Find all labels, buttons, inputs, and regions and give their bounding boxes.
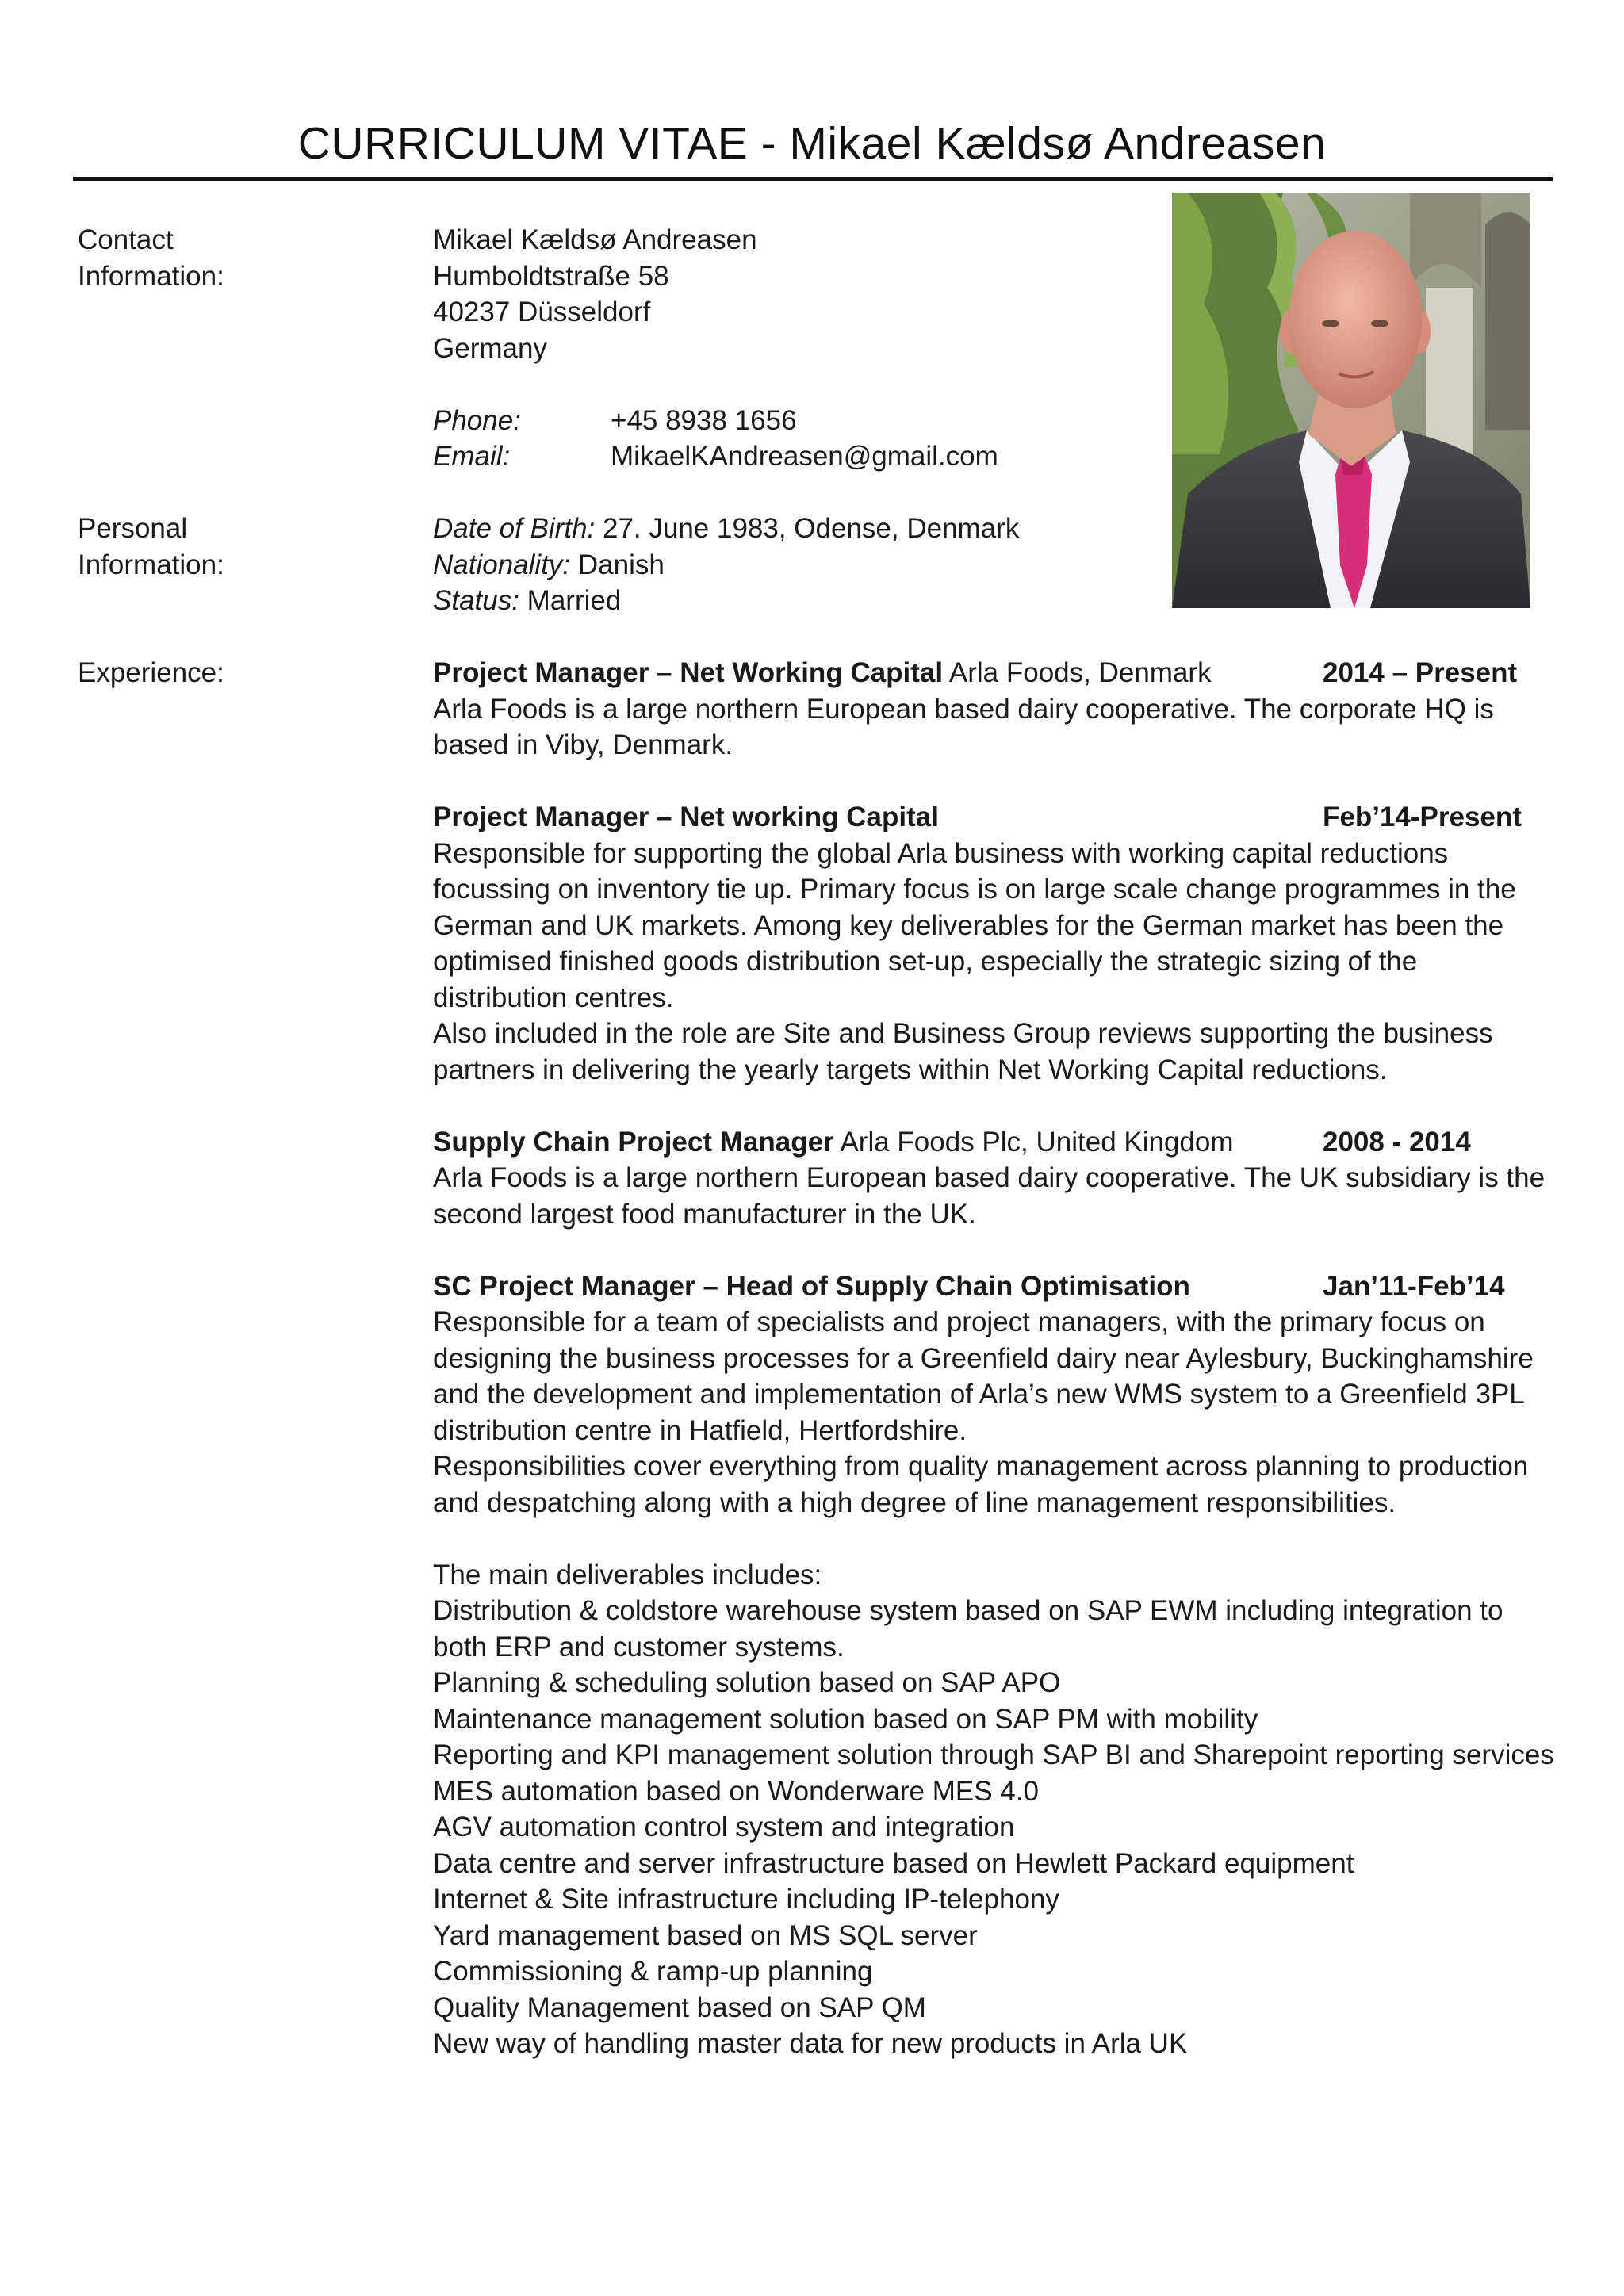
job1-title: Project Manager – Net Working Capital	[433, 657, 944, 688]
deliverable-item: Quality Management based on SAP QM	[433, 1992, 926, 2023]
role2-title: SC Project Manager – Head of Supply Chain Optimisation	[433, 1270, 1190, 1302]
status-label: Status:	[433, 585, 519, 616]
spacer	[433, 366, 998, 403]
role1-header	[433, 799, 1554, 836]
job1-date: 2014 – Present	[1323, 657, 1518, 688]
job2-desc-line: second largest food manufacturer in the UK.	[433, 1198, 976, 1230]
role2-desc-line: Responsible for a team of specialists and project managers, with the primary focus on	[433, 1307, 1485, 1337]
role2-header	[433, 1269, 1554, 1305]
role1-desc-line: optimised finished goods distribution set-up, especially the strategic sizing of the	[433, 946, 1418, 977]
deliverable-item: both ERP and customer systems.	[433, 1631, 845, 1663]
personal-label-line2: Information:	[78, 549, 224, 580]
role1-title: Project Manager – Net working Capital	[433, 802, 939, 832]
role2-desc-line: designing the business processes for a Greenfield dairy near Aylesbury, Buckinghamshire	[433, 1342, 1534, 1374]
email-value: MikaelKAndreasen@gmail.com	[611, 441, 998, 472]
contact-label	[78, 222, 224, 295]
job1-desc-line: Arla Foods is a large northern European based dairy cooperative. The corporate HQ is	[433, 693, 1494, 725]
dob-row	[433, 511, 1019, 547]
job2-header	[433, 1124, 1554, 1161]
job1-header	[433, 655, 1554, 691]
personal-info	[433, 511, 1019, 619]
role1-desc-line: partners in delivering the yearly targets within Net Working Capital reductions.	[433, 1054, 1388, 1085]
dob-value: 27. June 1983, Odense, Denmark	[595, 513, 1020, 544]
nationality-row	[433, 547, 1019, 584]
deliverable-item: Distribution & coldstore warehouse system based on SAP EWM including integration to	[433, 1595, 1503, 1626]
nationality-value: Danish	[570, 549, 665, 580]
title-divider	[73, 177, 1553, 181]
contact-name: Mikael Kældsø Andreasen	[433, 224, 757, 255]
nationality-label: Nationality:	[433, 549, 571, 580]
role1-desc-line: Also included in the role are Site and Business Group reviews supporting the business	[433, 1018, 1493, 1049]
role1-desc-line: Responsible for supporting the global Arla business with working capital reductions	[433, 837, 1449, 869]
status-row	[433, 583, 1019, 619]
contact-city: 40237 Düsseldorf	[433, 297, 651, 327]
experience-label-text: Experience:	[78, 657, 224, 688]
deliverable-item: Yard management based on MS SQL server	[433, 1919, 978, 1951]
status-value: Married	[519, 585, 622, 616]
personal-label	[78, 511, 224, 584]
role1-date: Feb’14-Present	[1323, 802, 1522, 832]
contact-country: Germany	[433, 332, 547, 364]
deliverable-item: Commissioning & ramp-up planning	[433, 1956, 873, 1987]
experience-section	[433, 655, 1554, 2062]
email-label: Email:	[433, 441, 511, 472]
spacer	[433, 1232, 1554, 1269]
deliverable-item: Data centre and server infrastructure based on Hewlett Packard equipment	[433, 1847, 1354, 1879]
contact-label-line2: Information:	[78, 261, 224, 292]
job2-date: 2008 - 2014	[1323, 1126, 1471, 1158]
spacer	[433, 1088, 1554, 1124]
job2-desc-line: Arla Foods is a large northern European based dairy cooperative. The UK subsidiary is the	[433, 1162, 1545, 1193]
contact-label-line1: Contact	[78, 224, 174, 255]
role2-desc-line: and despatching along with a high degree of line management responsibilities.	[433, 1487, 1396, 1518]
dob-label: Date of Birth:	[433, 513, 596, 544]
contact-street: Humboldtstraße 58	[433, 260, 669, 292]
phone-label: Phone:	[433, 404, 521, 436]
deliverable-item: Planning & scheduling solution based on SAP APO	[433, 1667, 1061, 1698]
deliverable-item: AGV automation control system and integration	[433, 1812, 1015, 1843]
role2-desc-line: distribution centre in Hatfield, Hertfordshire.	[433, 1414, 967, 1446]
job2-title: Supply Chain Project Manager	[433, 1126, 834, 1158]
personal-label-line1: Personal	[78, 513, 188, 544]
deliverables-intro: The main deliverables includes:	[433, 1559, 822, 1590]
role2-desc-line: Responsibilities cover everything from quality management across planning to production	[433, 1451, 1529, 1482]
deliverable-item: Maintenance management solution based on SAP PM with mobility	[433, 1703, 1258, 1735]
role1-desc-line: focussing on inventory tie up. Primary focus is on large scale change programmes in the	[433, 874, 1516, 905]
role2-desc-line: and the development and implementation of Arla’s new WMS system to a Greenfield 3PL	[433, 1379, 1525, 1410]
deliverable-item: MES automation based on Wonderware MES 4.0	[433, 1775, 1039, 1807]
job1-company: Arla Foods, Denmark	[943, 657, 1212, 688]
email-row	[433, 438, 998, 475]
role1-desc-line: German and UK markets. Among key deliverables for the German market has been the	[433, 909, 1504, 941]
phone-row	[433, 403, 998, 439]
job2-company: Arla Foods Plc, United Kingdom	[833, 1126, 1234, 1158]
deliverable-item: Reporting and KPI management solution through SAP BI and Sharepoint reporting services	[433, 1739, 1554, 1770]
page-title: CURRICULUM VITAE - Mikael Kældsø Andreasen	[297, 118, 1327, 169]
profile-photo	[1172, 193, 1530, 608]
deliverable-item: New way of handling master data for new products in Arla UK	[433, 2028, 1188, 2059]
role1-desc-line: distribution centres.	[433, 982, 674, 1013]
spacer	[433, 1521, 1554, 1557]
contact-info	[433, 222, 998, 475]
deliverable-item: Internet & Site infrastructure including IP-telephony	[433, 1884, 1059, 1915]
job1-desc-line: based in Viby, Denmark.	[433, 729, 733, 760]
spacer	[433, 763, 1554, 800]
experience-label	[78, 655, 224, 691]
role2-date: Jan’11-Feb’14	[1323, 1270, 1505, 1302]
phone-value: +45 8938 1656	[611, 404, 797, 436]
